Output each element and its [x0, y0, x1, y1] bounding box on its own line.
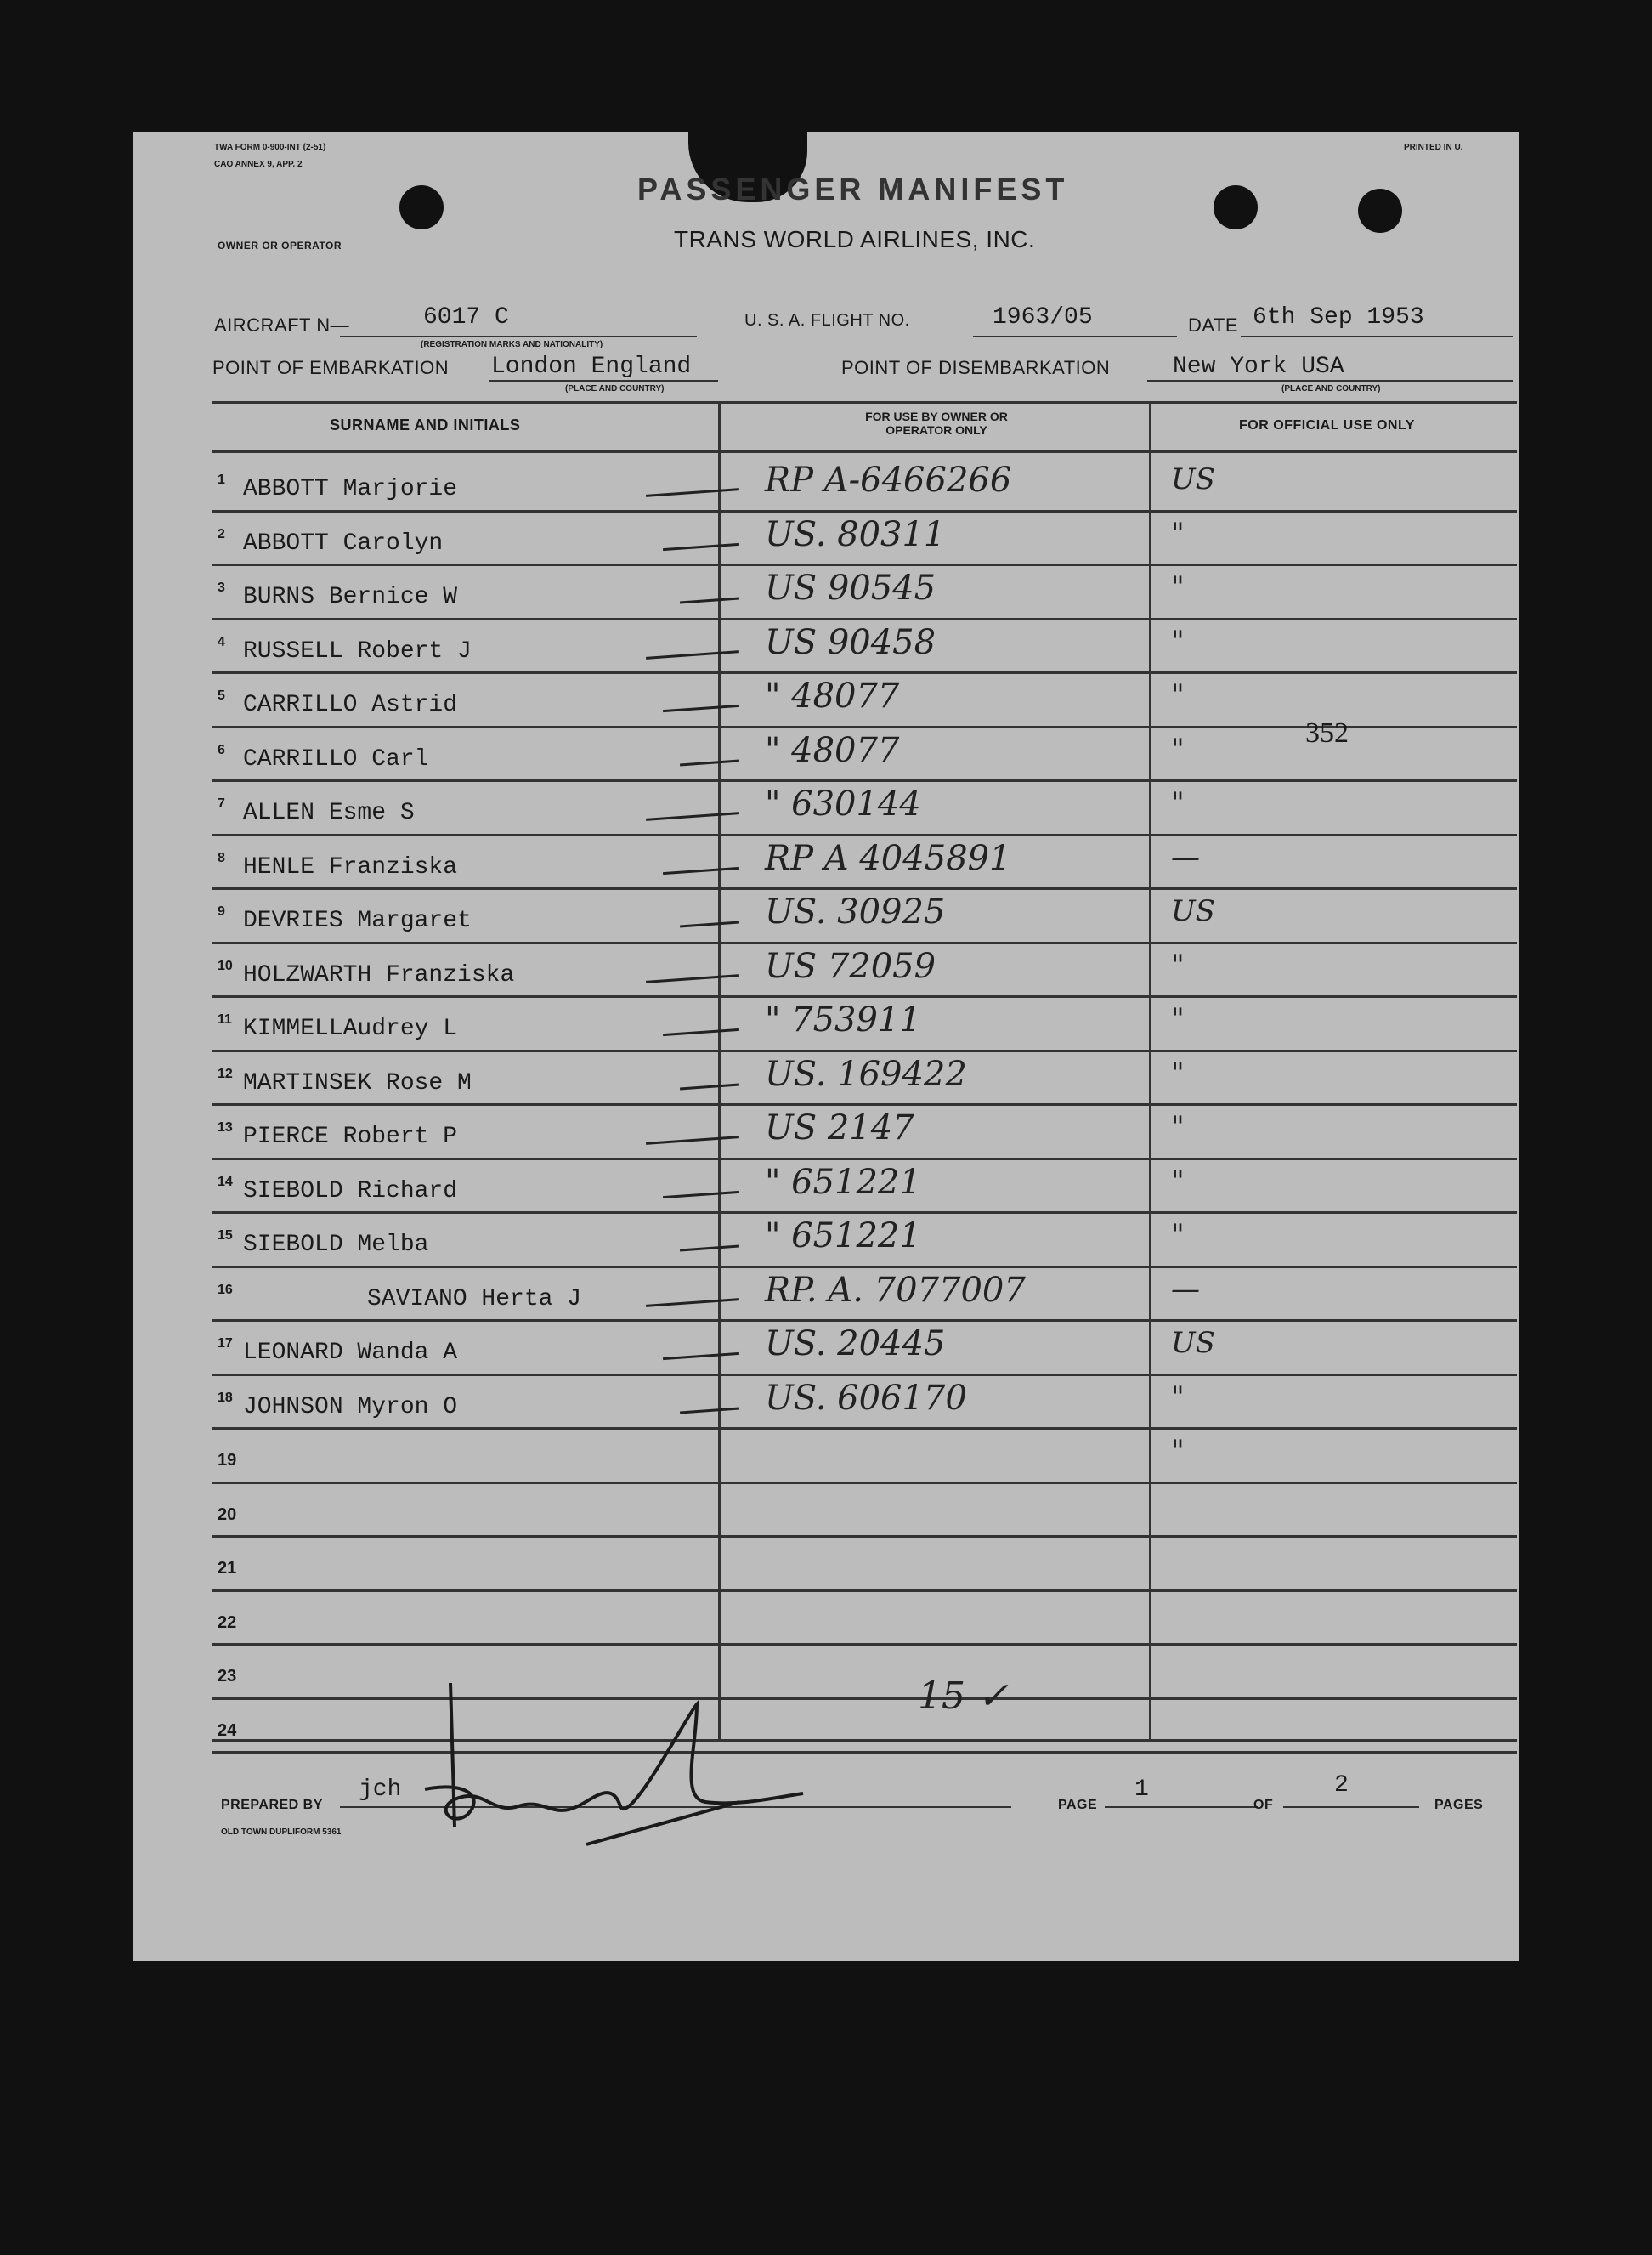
old-town-dupliform: OLD TOWN DUPLIFORM 5361	[221, 1827, 342, 1837]
row-rule	[212, 1751, 1517, 1754]
passport-number: " 651221	[765, 1216, 921, 1255]
date-value: 6th Sep 1953	[1253, 304, 1424, 331]
passport-number: US. 169422	[765, 1055, 967, 1094]
passenger-name: SAVIANO Herta J	[367, 1286, 582, 1312]
official-mark: "	[1171, 1218, 1185, 1252]
row-rule	[212, 1643, 1517, 1646]
passenger-name: PIERCE Robert P	[243, 1124, 458, 1150]
official-mark: US	[1171, 894, 1215, 928]
row-rule	[212, 1266, 1517, 1268]
row-rule	[212, 834, 1517, 836]
manifest-sheet	[133, 132, 1519, 1961]
row-number: 6	[218, 743, 225, 757]
passport-number: US. 30925	[765, 892, 946, 932]
row-number: 22	[218, 1613, 237, 1632]
official-mark: "	[1171, 1002, 1185, 1036]
official-mark: "	[1171, 678, 1185, 712]
passenger-name: DEVRIES Margaret	[243, 908, 472, 934]
official-mark: "	[1171, 949, 1185, 983]
official-mark: —	[1171, 841, 1200, 875]
passport-number: US. 80311	[765, 515, 946, 554]
cao-annex: CAO ANNEX 9, APP. 2	[214, 160, 303, 169]
of-label: OF	[1253, 1798, 1274, 1812]
printed-in: PRINTED IN U.	[1404, 143, 1463, 152]
passport-number: US. 20445	[765, 1324, 946, 1363]
official-mark: "	[1171, 625, 1185, 659]
passenger-name: KIMMELLAudrey L	[243, 1016, 458, 1042]
usa-flight-label: U. S. A. FLIGHT NO.	[744, 311, 910, 330]
official-mark: "	[1171, 517, 1185, 551]
punch-hole	[1214, 185, 1258, 229]
row-rule	[212, 671, 1517, 674]
row-rule	[212, 1158, 1517, 1160]
row-rule	[212, 1211, 1517, 1214]
passenger-name: ABBOTT Carolyn	[243, 530, 444, 557]
disembark-place-note: (PLACE AND COUNTRY)	[1281, 384, 1381, 394]
row-number: 11	[218, 1012, 232, 1027]
aircraft-value: 6017 C	[423, 304, 509, 331]
row-number: 10	[218, 959, 233, 973]
date-label: DATE	[1188, 314, 1239, 336]
passport-number: RP A-6466266	[765, 461, 1012, 500]
embark-label: POINT OF EMBARKATION	[212, 357, 450, 378]
row-number: 19	[218, 1451, 237, 1470]
passenger-name: HENLE Franziska	[243, 854, 458, 881]
row-number: 9	[218, 904, 225, 919]
page-value: 1	[1134, 1776, 1149, 1803]
date-underline	[1241, 336, 1513, 337]
row-number: 1	[218, 473, 225, 487]
passport-number: " 48077	[765, 677, 900, 716]
punch-hole	[1358, 189, 1402, 233]
column-divider	[1149, 401, 1151, 1740]
embark-value: London England	[491, 354, 692, 380]
row-rule	[212, 510, 1517, 513]
row-rule	[212, 564, 1517, 566]
passenger-name: BURNS Bernice W	[243, 584, 458, 610]
official-mark: "	[1171, 1164, 1185, 1198]
col-header-surname: SURNAME AND INITIALS	[330, 416, 521, 433]
passport-number: " 630144	[765, 785, 921, 824]
row-rule	[212, 1482, 1517, 1484]
passenger-name: LEONARD Wanda A	[243, 1340, 458, 1366]
page-underline	[1105, 1806, 1258, 1808]
row-number: 14	[218, 1175, 233, 1189]
passenger-name: ABBOTT Marjorie	[243, 476, 458, 502]
disembark-label: POINT OF DISEMBARKATION	[841, 357, 1111, 378]
passenger-name: RUSSELL Robert J	[243, 638, 472, 665]
row-rule	[212, 1050, 1517, 1052]
prepared-label: PREPARED BY	[221, 1798, 323, 1812]
row-rule	[212, 942, 1517, 944]
form-id: TWA FORM 0-900-INT (2-51)	[214, 143, 326, 152]
row-rule	[212, 618, 1517, 620]
passenger-name: MARTINSEK Rose M	[243, 1070, 472, 1096]
passport-number: RP. A. 7077007	[765, 1271, 1026, 1310]
row-rule	[212, 1319, 1517, 1322]
page-label: PAGE	[1058, 1798, 1098, 1812]
passport-number: " 753911	[765, 1000, 921, 1040]
official-mark: —	[1171, 1272, 1200, 1306]
row-rule	[212, 1589, 1517, 1592]
flight-underline	[973, 336, 1177, 337]
table-header-rule	[212, 450, 1517, 453]
row-rule	[212, 1103, 1517, 1106]
row-number: 8	[218, 851, 225, 865]
row-rule	[212, 1535, 1517, 1538]
row-number: 15	[218, 1228, 233, 1243]
passport-number: " 48077	[765, 731, 900, 770]
of-underline	[1283, 1806, 1419, 1808]
column-divider	[718, 401, 721, 1740]
disembark-underline	[1147, 380, 1513, 382]
row-number: 2	[218, 527, 225, 541]
passport-number: US 2147	[765, 1108, 914, 1147]
tally-mark: 15 ✓	[918, 1674, 1009, 1718]
passport-number: " 651221	[765, 1163, 921, 1202]
official-mark: "	[1171, 733, 1185, 767]
official-mark: "	[1171, 786, 1185, 820]
aircraft-underline	[340, 336, 697, 337]
row-rule	[212, 779, 1517, 782]
embark-place-note: (PLACE AND COUNTRY)	[565, 384, 665, 394]
row-number: 20	[218, 1505, 237, 1524]
punch-hole	[399, 185, 444, 229]
pages-label: PAGES	[1434, 1798, 1484, 1812]
row-number: 3	[218, 581, 225, 595]
official-note: 352	[1305, 717, 1349, 749]
passenger-name: JOHNSON Myron O	[243, 1394, 458, 1420]
prepared-value: jch	[359, 1776, 402, 1803]
row-number: 7	[218, 796, 225, 811]
of-value: 2	[1334, 1772, 1349, 1799]
row-number: 24	[218, 1721, 237, 1740]
passport-number: US. 606170	[765, 1379, 967, 1418]
flight-value: 1963/05	[993, 304, 1093, 331]
row-rule	[212, 1697, 1517, 1700]
row-number: 23	[218, 1667, 237, 1686]
official-mark: "	[1171, 1110, 1185, 1144]
passenger-name: CARRILLO Astrid	[243, 692, 458, 718]
row-number: 4	[218, 635, 225, 649]
registration-note: (REGISTRATION MARKS AND NATIONALITY)	[421, 340, 603, 349]
official-mark: "	[1171, 1057, 1185, 1091]
passport-number: US 90545	[765, 569, 936, 608]
signature	[416, 1679, 807, 1857]
row-rule	[212, 1374, 1517, 1376]
row-rule	[212, 995, 1517, 998]
row-number: 18	[218, 1391, 233, 1405]
table-top-rule	[212, 401, 1517, 404]
passenger-name: SIEBOLD Richard	[243, 1178, 458, 1204]
passport-number: US 90458	[765, 623, 936, 662]
row-rule	[212, 1427, 1517, 1430]
official-mark: "	[1171, 570, 1185, 604]
col-header-owner: FOR USE BY OWNER OR OPERATOR ONLY	[865, 410, 1008, 437]
passenger-name: SIEBOLD Melba	[243, 1232, 429, 1258]
official-mark: US	[1171, 1326, 1215, 1360]
embark-underline	[489, 380, 718, 382]
passport-number: RP A 4045891	[765, 839, 1011, 878]
col-header-official: FOR OFFICIAL USE ONLY	[1239, 418, 1415, 433]
passport-number: US 72059	[765, 947, 936, 986]
passenger-name: ALLEN Esme S	[243, 800, 415, 826]
official-mark: "	[1171, 1434, 1185, 1468]
row-number: 16	[218, 1283, 233, 1297]
form-title: PASSENGER MANIFEST	[637, 172, 1069, 207]
official-mark: US	[1171, 462, 1215, 496]
row-number: 17	[218, 1336, 233, 1351]
row-number: 13	[218, 1120, 233, 1135]
passenger-name: CARRILLO Carl	[243, 746, 429, 773]
official-mark: "	[1171, 1380, 1185, 1414]
aircraft-label: AIRCRAFT N—	[214, 314, 350, 336]
row-rule	[212, 887, 1517, 890]
passenger-name: HOLZWARTH Franziska	[243, 962, 515, 989]
table-bottom-rule	[212, 1739, 1517, 1742]
row-number: 12	[218, 1067, 233, 1081]
row-number: 21	[218, 1559, 237, 1578]
row-number: 5	[218, 688, 225, 703]
owner-label: OWNER OR OPERATOR	[218, 240, 342, 252]
airline-name: TRANS WORLD AIRLINES, INC.	[674, 226, 1036, 252]
disembark-value: New York USA	[1173, 354, 1344, 380]
